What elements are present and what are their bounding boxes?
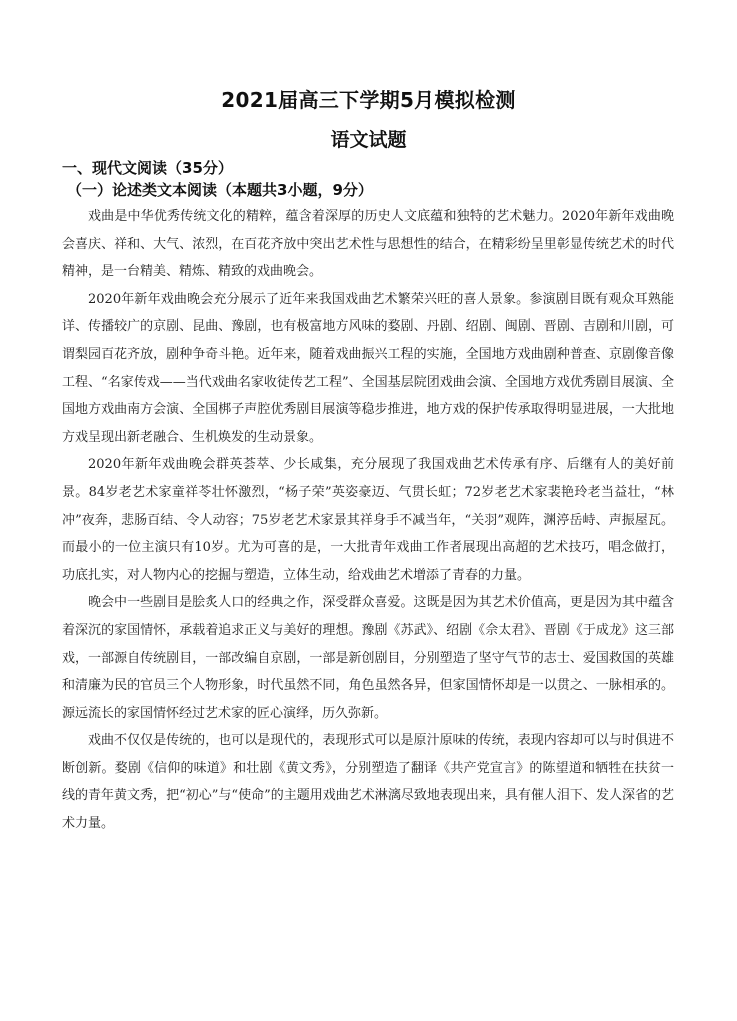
section-heading: 一、现代文阅读（35分） — [62, 159, 233, 177]
paragraph-4: 晚会中一些剧目是脍炙人口的经典之作，深受群众喜爱。这既是因为其艺术价值高，更是因为其中蕴含着深沉的家国情怀，承载着追求正义与美好的理想。豫剧《苏武》、绍剧《佘太君》、晋剧《于成龙》这三部戏，一部源自传统剧目，一部改编自京剧，一部是新创剧目，分别塑造了坚守气节的志士、爱国救国的英雄和清廉为民的官员三个人物形象，时代虽然不同，角色虽然各异，但家国情怀却是一以贯之、一脉相承的。源远流长的家国情怀经过艺术家的匠心演绎，历久弥新。 — [62, 595, 674, 721]
paragraph-1: 戏曲是中华优秀传统文化的精粹，蕴含着深厚的历史人文底蕴和独特的艺术魅力。2020年新年戏曲晚会喜庆、祥和、大气、浓烈，在百花齐放中突出艺术性与思想性的结合，在精彩纷呈里彰显传统艺术的时代精神，是一台精美、精炼、精致的戏曲晚会。 — [62, 209, 674, 280]
exam-subtitle: 语文试题 — [330, 129, 407, 151]
paragraph-2: 2020年新年戏曲晚会充分展示了近年来我国戏曲艺术繁荣兴旺的喜人景象。参演剧目既有观众耳熟能详、传播较广的京剧、昆曲、豫剧，也有极富地方风味的婺剧、丹剧、绍剧、闽剧、晋剧、吉剧和川剧，可谓梨园百花齐放，剧种争奇斗艳。近年来，随着戏曲振兴工程的实施，全国地方戏曲剧种普查、京剧像音像工程、“名家传戏——当代戏曲名家收徒传艺工程”、全国基层院团戏曲会演、全国地方戏优秀剧目展演、全国地方戏曲南方会演、全国梆子声腔优秀剧目展演等稳步推进，地方戏的保护传承取得明显进展，一大批地方戏呈现出新老融合、生机焕发的生动景象。 — [62, 291, 674, 445]
subsection-heading: （一）论述类文本阅读（本题共3小题，9分） — [67, 181, 373, 199]
reading-passage — [62, 203, 674, 838]
paragraph-5: 戏曲不仅仅是传统的，也可以是现代的，表现形式可以是原汁原味的传统，表现内容却可以与时俱进不断创新。婺剧《信仰的味道》和壮剧《黄文秀》，分别塑造了翻译《共产党宣言》的陈望道和牺牲在扶贫一线的青年黄文秀，把“初心”与“使命”的主题用戏曲艺术淋漓尽致地表现出来，具有催人泪下、发人深省的艺术力量。 — [62, 733, 674, 832]
paragraph-3: 2020年新年戏曲晚会群英荟萃、少长咸集，充分展现了我国戏曲艺术传承有序、后继有人的美好前景。84岁老艺术家童祥苓壮怀激烈，“杨子荣”英姿豪迈、气贯长虹；72岁老艺术家裴艳玲老当益壮，“林冲”夜奔，悲肠百结、令人动容；75岁老艺术家景其祥身手不减当年，“关羽”观阵，渊渟岳峙、声振屋瓦。而最小的一位主演只有10岁。尤为可喜的是，一大批青年戏曲工作者展现出高超的艺术技巧，唱念做打，功底扎实，对人物内心的挖掘与塑造，立体生动，给戏曲艺术增添了青春的力量。 — [62, 457, 674, 583]
exam-title: 2021届高三下学期5月模拟检测 — [221, 88, 516, 112]
